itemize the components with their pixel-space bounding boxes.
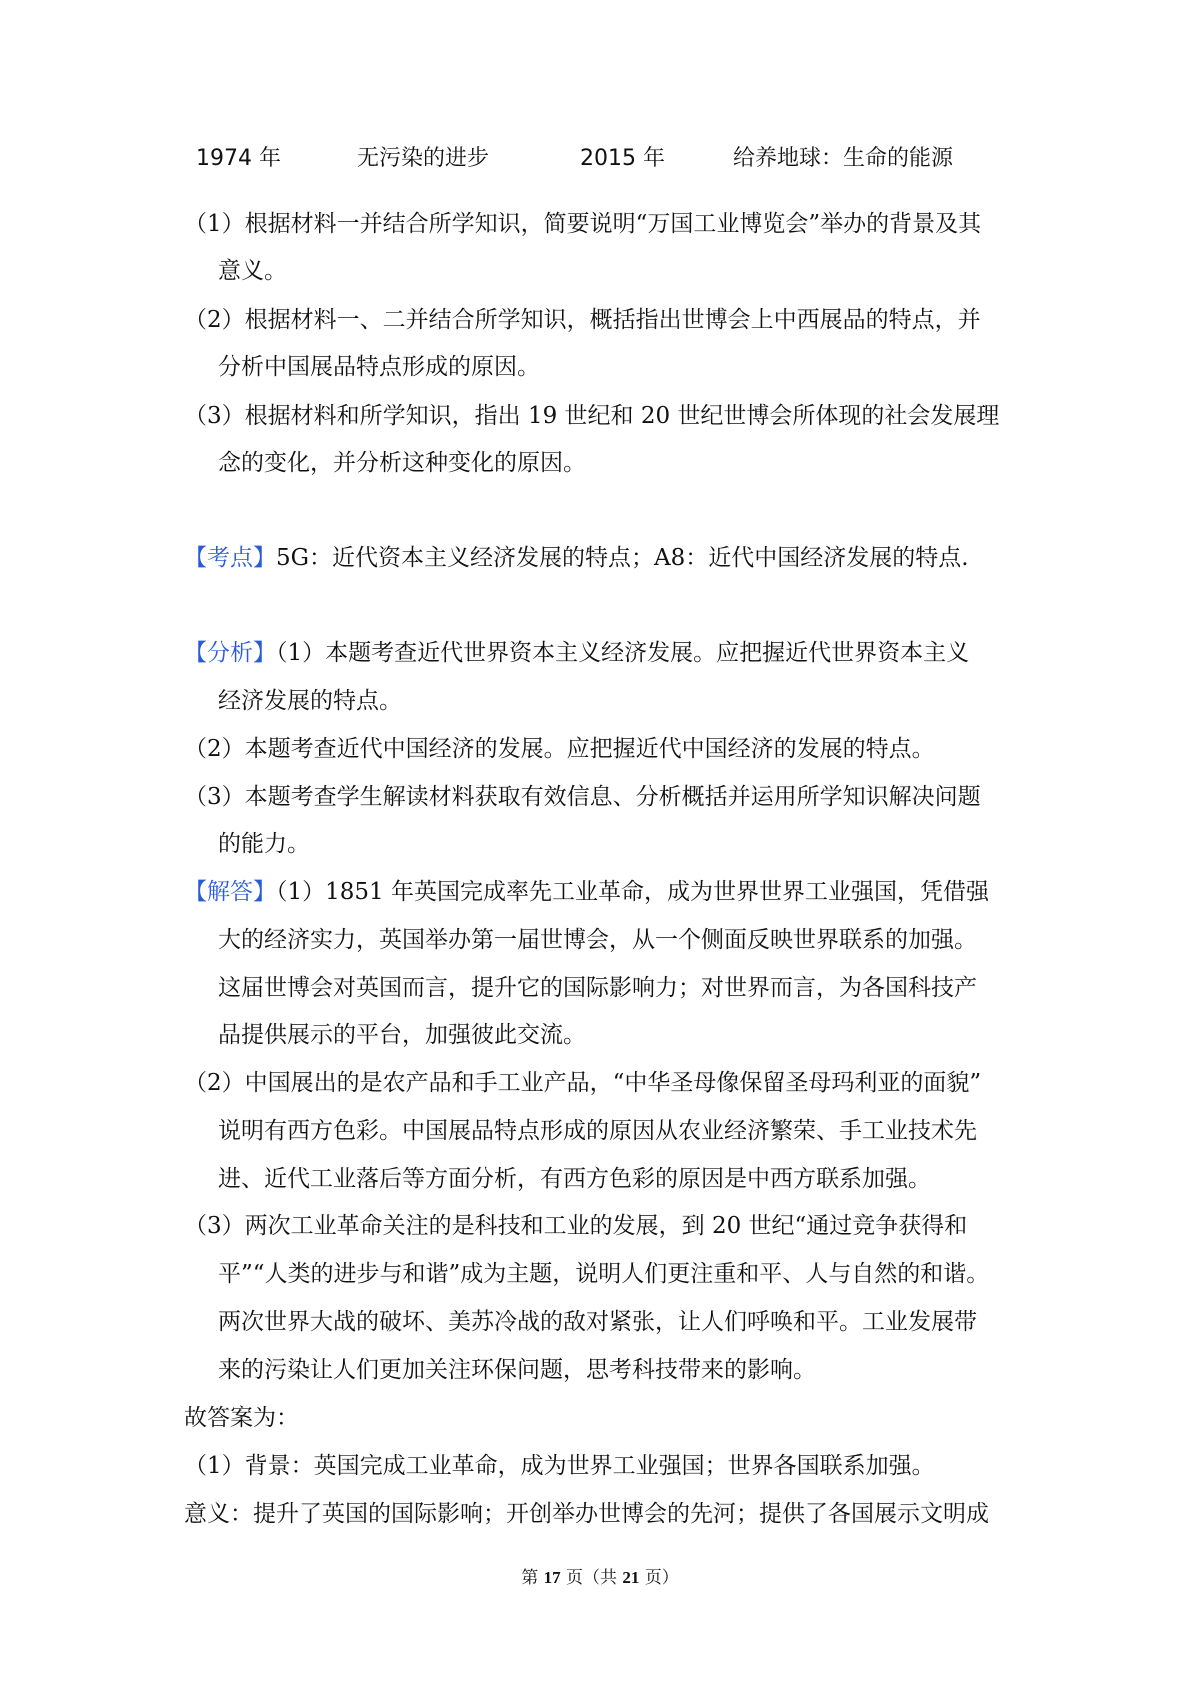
fenxi-line-3: （2）本题考查近代中国经济的发展。应把握近代中国经济的发展的特点。 (184, 736, 935, 762)
footer-page-number: 17 (543, 1568, 561, 1587)
question-2-line-1: （2）根据材料一、二并结合所学知识，概括指出世博会上中西展品的特点，并 (184, 307, 981, 333)
fenxi-line-4: （3）本题考查学生解读材料获取有效信息、分析概括并运用所学知识解决问题 (184, 784, 981, 810)
fenxi-line-2: 经济发展的特点。 (218, 688, 402, 714)
jieda-line-2: 大的经济实力，英国举办第一届世博会，从一个侧面反映世界联系的加强。 (218, 927, 977, 953)
jieda-line-8: （3）两次工业革命关注的是科技和工业的发展，到 20 世纪“通过竞争获得和 (184, 1213, 968, 1239)
theme-1974: 无污染的进步 (357, 146, 490, 171)
jieda-line-3: 这届世博会对英国而言，提升它的国际影响力；对世界而言，为各国科技产 (218, 975, 977, 1001)
fenxi-text-1: （1）本题考查近代世界资本主义经济发展。应把握近代世界资本主义 (276, 640, 970, 666)
footer-suffix: 页） (644, 1568, 679, 1588)
jieda-line-10: 两次世界大战的破坏、美苏冷战的敌对紧张，让人们呼唤和平。工业发展带 (218, 1309, 977, 1335)
question-3-line-2: 念的变化，并分析这种变化的原因。 (218, 450, 586, 476)
year-2015: 2015 年 (580, 146, 665, 171)
jieda-text-1: （1）1851 年英国完成率先工业革命，成为世界世界工业强国，凭借强 (276, 879, 989, 905)
fenxi-line-1 (184, 637, 969, 669)
jieda-line-11: 来的污染让人们更加关注环保问题，思考科技带来的影响。 (218, 1357, 816, 1383)
answer-meaning: 意义：提升了英国的国际影响；开创举办世博会的先河；提供了各国展示文明成 (184, 1501, 989, 1527)
answer-intro: 故答案为： (184, 1405, 299, 1431)
jieda-line-7: 进、近代工业落后等方面分析，有西方色彩的原因是中西方联系加强。 (218, 1166, 931, 1192)
jieda-line-4: 品提供展示的平台，加强彼此交流。 (218, 1022, 586, 1048)
kaodian-line (184, 542, 969, 574)
theme-2015: 给养地球：生命的能源 (733, 146, 954, 171)
question-2-line-2: 分析中国展品特点形成的原因。 (218, 354, 540, 380)
theme-table-row (0, 143, 1200, 175)
fenxi-label: 【分析】 (184, 640, 276, 666)
jieda-line-6: 说明有西方色彩。中国展品特点形成的原因从农业经济繁荣、手工业技术先 (218, 1118, 977, 1144)
jieda-line-9: 平”“人类的进步与和谐”成为主题，说明人们更注重和平、人与自然的和谐。 (218, 1261, 990, 1287)
question-1-line-1: （1）根据材料一并结合所学知识，简要说明“万国工业博览会”举办的背景及其 (184, 211, 982, 237)
kaodian-text: 5G：近代资本主义经济发展的特点；A8：近代中国经济发展的特点. (276, 545, 969, 571)
jieda-line-1 (184, 876, 989, 908)
question-1-line-2: 意义。 (218, 258, 287, 284)
jieda-label: 【解答】 (184, 879, 276, 905)
question-3-line-1: （3）根据材料和所学知识，指出 19 世纪和 20 世纪世博会所体现的社会发展理 (184, 403, 1000, 429)
fenxi-line-5: 的能力。 (218, 831, 310, 857)
page-footer (0, 1567, 1200, 1589)
footer-prefix: 第 (521, 1568, 539, 1588)
answer-1: （1）背景：英国完成工业革命，成为世界工业强国；世界各国联系加强。 (184, 1453, 935, 1479)
footer-middle: 页（共 (566, 1568, 617, 1588)
jieda-line-5: （2）中国展出的是农产品和手工业产品，“中华圣母像保留圣母玛利亚的面貌” (184, 1070, 982, 1096)
kaodian-label: 【考点】 (184, 545, 276, 571)
footer-total-pages: 21 (622, 1568, 640, 1587)
year-1974: 1974 年 (196, 146, 281, 171)
